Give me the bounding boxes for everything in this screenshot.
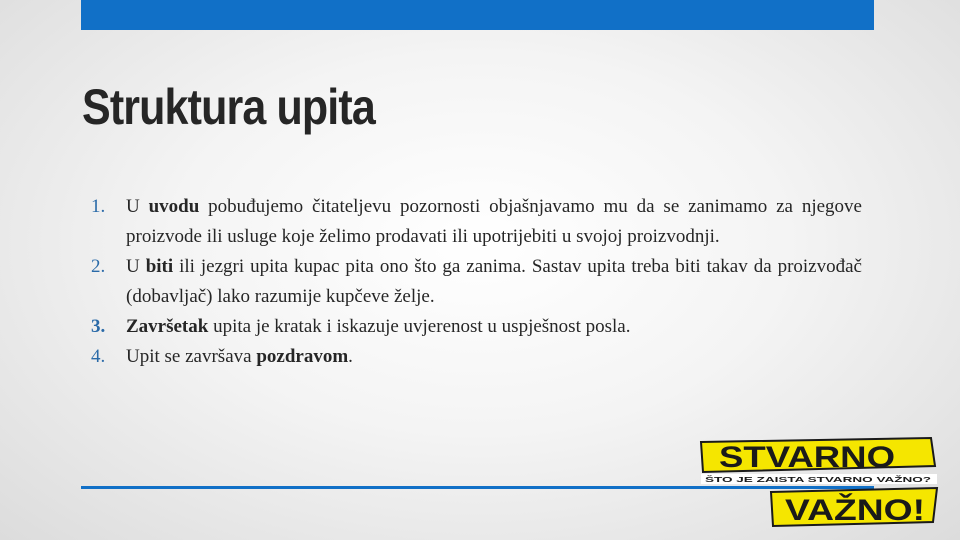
list-item-number: 4. <box>91 346 106 367</box>
list-item-text-part: U <box>126 196 149 217</box>
list-item <box>81 342 862 372</box>
logo-line1: STVARNO <box>719 441 895 474</box>
list-item-text-part: Upit se završava <box>126 346 257 367</box>
logo-line2: VAŽNO! <box>785 494 898 527</box>
list-item-text-part: pobuđujemo čitateljevu pozornosti objašnjavamo mu da se zanimamo za njegove proizvode ili usluge koje želimo prodavati ili upotrijebiti u svojoj proizvodnji. <box>126 196 862 247</box>
list-item-keyword: Završetak <box>126 316 209 337</box>
logo-tagline: ŠTO JE ZAISTA STVARNO VAŽNO? <box>705 477 823 484</box>
list-item-text-part: upita je kratak i iskazuje uvjerenost u uspješnost posla. <box>208 316 631 337</box>
slide-title: Struktura upita <box>82 79 375 135</box>
list-item-text-part: U <box>126 256 146 277</box>
list-item-text-part: . <box>348 346 353 367</box>
list-item <box>81 252 862 312</box>
list-item <box>81 312 862 342</box>
list-item-number: 3. <box>91 316 106 337</box>
structure-list <box>81 192 862 372</box>
list-item <box>81 192 862 252</box>
list-item-keyword: biti <box>145 256 174 277</box>
list-item-keyword: uvodu <box>148 196 200 217</box>
list-item-keyword: pozdravom <box>256 346 349 367</box>
list-item-number: 1. <box>91 196 106 217</box>
list-item-text-part: ili jezgri upita kupac pita ono što ga zanima. Sastav upita treba biti takav da proizvođač (dobavljač) lako razumije kupčeve želje. <box>126 256 862 307</box>
list-item-number: 2. <box>91 256 106 277</box>
stvarno-vazno-logo <box>693 436 943 530</box>
top-accent-bar <box>81 0 874 30</box>
